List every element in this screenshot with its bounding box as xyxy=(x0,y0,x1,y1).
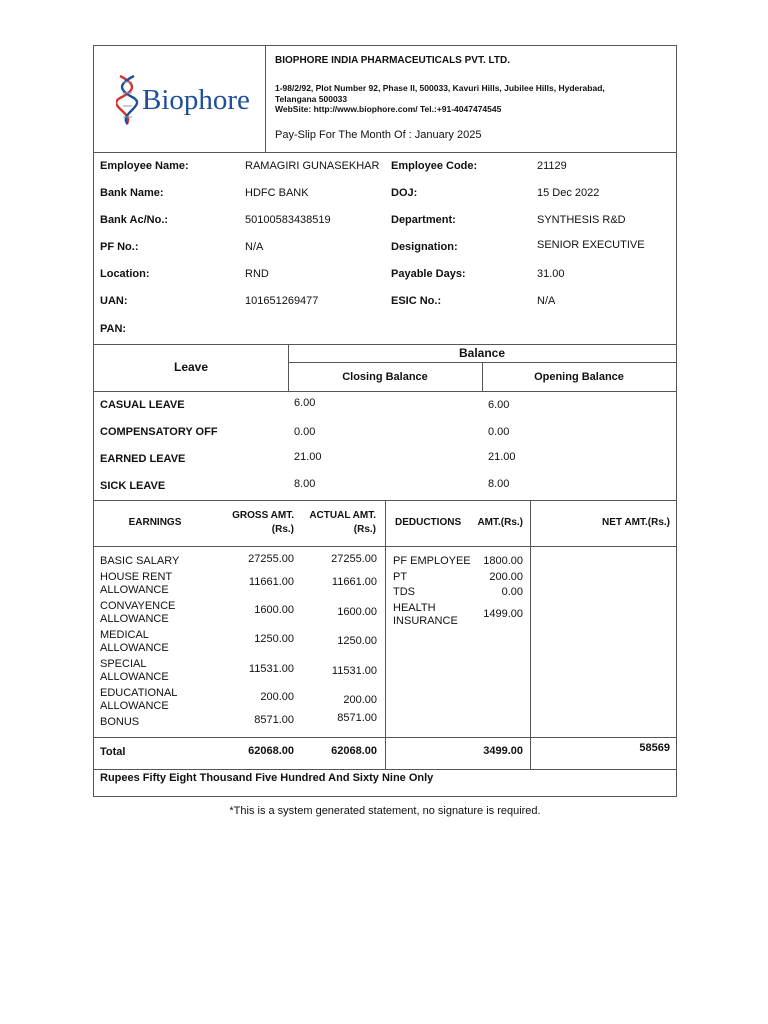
leave-type: CASUAL LEAVE xyxy=(100,399,185,411)
closing-balance-header: Closing Balance xyxy=(342,371,428,383)
leave-header: Leave xyxy=(173,360,209,374)
earning-label: SPECIAL xyxy=(100,658,147,670)
payable-days-label: Payable Days: xyxy=(391,268,466,280)
net-amount: 58569 xyxy=(639,742,670,754)
esic-label: ESIC No.: xyxy=(391,295,442,307)
earning-label: BASIC SALARY xyxy=(100,555,180,567)
deduction-amount: 200.00 xyxy=(489,571,523,583)
deduction-label-line2: INSURANCE xyxy=(393,615,458,627)
gross-amount-header: GROSS AMT. xyxy=(232,510,294,521)
designation: SENIOR EXECUTIVE xyxy=(537,239,645,251)
deduction-amount: 0.00 xyxy=(501,586,523,598)
pf-label: PF No.: xyxy=(100,241,139,253)
earning-actual: 1600.00 xyxy=(337,606,377,618)
company-address-line2: Telangana 500033 xyxy=(275,94,348,104)
earning-label-line2: ALLOWANCE xyxy=(100,584,169,596)
deduction-label: HEALTH xyxy=(393,602,436,614)
actual-amount-header: ACTUAL AMT. xyxy=(309,510,376,521)
earning-label: EDUCATIONAL xyxy=(100,687,178,699)
doj-label: DOJ: xyxy=(391,187,418,199)
gross-amount-unit: (Rs.) xyxy=(271,524,294,535)
total-deductions: 3499.00 xyxy=(483,745,523,757)
doj: 15 Dec 2022 xyxy=(537,187,600,199)
payable-days: 31.00 xyxy=(537,268,565,280)
leave-type: EARNED LEAVE xyxy=(100,453,186,465)
designation-label: Designation: xyxy=(391,241,458,253)
pf-number: N/A xyxy=(245,241,264,253)
amount-in-words: Rupees Fifty Eight Thousand Five Hundred And Sixty Nine Only xyxy=(100,772,434,784)
deduction-amount: 1499.00 xyxy=(483,608,523,620)
earnings-header: EARNINGS xyxy=(128,517,182,528)
earning-actual: 11531.00 xyxy=(331,665,377,677)
location: RND xyxy=(245,268,269,280)
employee-name-label: Employee Name: xyxy=(100,160,189,172)
balance-header: Balance xyxy=(458,346,506,360)
company-logo xyxy=(116,72,256,128)
company-name: BIOPHORE INDIA PHARMACEUTICALS PVT. LTD. xyxy=(275,55,511,66)
earning-gross: 1600.00 xyxy=(254,604,294,616)
location-label: Location: xyxy=(100,268,150,280)
deduction-label: PT xyxy=(393,571,408,583)
earning-label: CONVAYENCE xyxy=(100,600,176,612)
actual-amount-unit: (Rs.) xyxy=(353,524,376,535)
deduction-label: PF EMPLOYEE xyxy=(393,555,471,567)
bank-name-label: Bank Name: xyxy=(100,187,164,199)
leave-opening: 6.00 xyxy=(488,399,510,411)
leave-closing: 8.00 xyxy=(294,478,316,490)
earning-actual: 8571.00 xyxy=(337,712,377,724)
earning-label-line2: ALLOWANCE xyxy=(100,700,169,712)
deduction-amount-header: AMT.(Rs.) xyxy=(477,517,523,528)
deduction-label: TDS xyxy=(393,586,415,598)
earning-label-line2: ALLOWANCE xyxy=(100,671,169,683)
earning-actual: 27255.00 xyxy=(331,553,377,565)
total-gross: 62068.00 xyxy=(248,745,294,757)
leave-closing: 6.00 xyxy=(294,397,316,409)
leave-opening: 21.00 xyxy=(488,451,516,463)
earning-label: MEDICAL xyxy=(100,629,149,641)
earning-gross: 11661.00 xyxy=(248,576,294,588)
department-label: Department: xyxy=(391,214,456,226)
earning-gross: 1250.00 xyxy=(254,633,294,645)
opening-balance-header: Opening Balance xyxy=(534,371,624,383)
leave-opening: 0.00 xyxy=(488,426,510,438)
earning-label: HOUSE RENT xyxy=(100,571,173,583)
earning-label-line2: ALLOWANCE xyxy=(100,613,169,625)
earning-actual: 200.00 xyxy=(343,694,377,706)
company-website: WebSite: http://www.biophore.com/ Tel.:+91-4047474545 xyxy=(275,104,502,114)
payslip-month: Pay-Slip For The Month Of : January 2025 xyxy=(275,129,482,141)
leave-closing: 0.00 xyxy=(294,426,316,438)
earning-gross: 27255.00 xyxy=(248,553,294,565)
uan-label: UAN: xyxy=(100,295,128,307)
total-label: Total xyxy=(100,746,126,758)
earning-actual: 1250.00 xyxy=(337,635,377,647)
employee-name: RAMAGIRI GUNASEKHAR xyxy=(245,160,380,172)
employee-code: 21129 xyxy=(537,160,567,172)
payslip xyxy=(93,45,677,797)
leave-opening: 8.00 xyxy=(488,478,510,490)
bank-account-label: Bank Ac/No.: xyxy=(100,214,169,226)
earning-gross: 8571.00 xyxy=(254,714,294,726)
deductions-header: DEDUCTIONS xyxy=(395,517,462,528)
total-actual: 62068.00 xyxy=(331,745,377,757)
company-address-line1: 1-98/2/92, Plot Number 92, Phase II, 500033, Kavuri Hills, Jubilee Hills, Hyderabad, xyxy=(275,83,605,93)
employee-code-label: Employee Code: xyxy=(391,160,478,172)
department: SYNTHESIS R&D xyxy=(537,214,626,226)
bank-account: 50100583438519 xyxy=(245,214,331,226)
esic: N/A xyxy=(537,295,556,307)
leave-type: COMPENSATORY OFF xyxy=(100,426,218,438)
earning-label: BONUS xyxy=(100,716,140,728)
uan: 101651269477 xyxy=(245,295,319,307)
logo-text: Biophore xyxy=(142,84,250,116)
earning-label-line2: ALLOWANCE xyxy=(100,642,169,654)
earning-gross: 200.00 xyxy=(260,691,294,703)
earning-gross: 11531.00 xyxy=(248,663,294,675)
dna-helix-icon xyxy=(116,74,140,126)
leave-type: SICK LEAVE xyxy=(100,480,166,492)
leave-closing: 21.00 xyxy=(294,451,322,463)
footer-note: *This is a system generated statement, no signature is required. xyxy=(229,805,541,817)
pan-label: PAN: xyxy=(100,323,127,335)
bank-name: HDFC BANK xyxy=(245,187,309,199)
deduction-amount: 1800.00 xyxy=(483,555,523,567)
net-amount-header: NET AMT.(Rs.) xyxy=(602,517,670,528)
earning-actual: 11661.00 xyxy=(331,576,377,588)
